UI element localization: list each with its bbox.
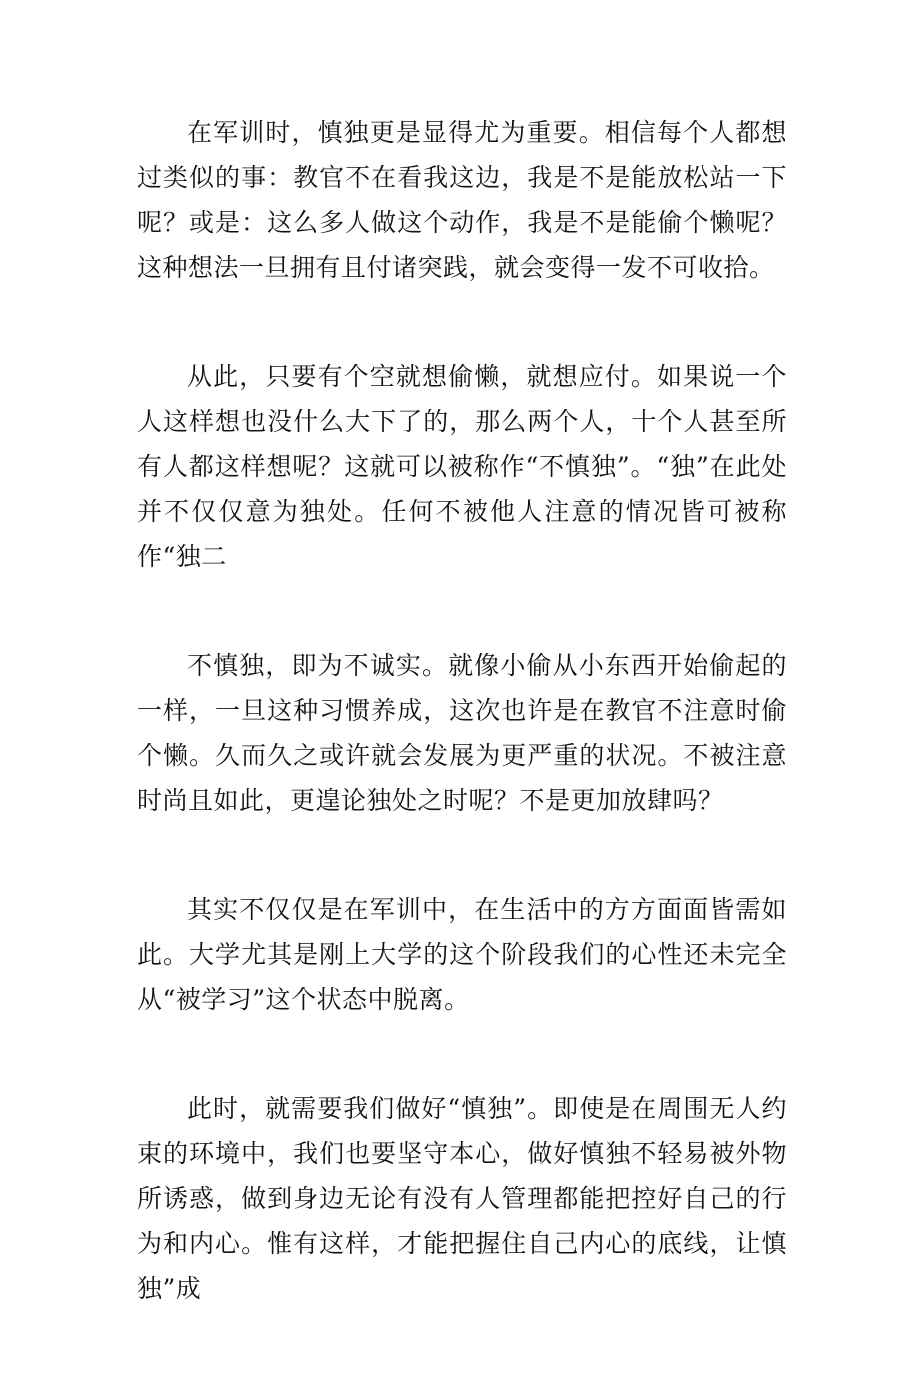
paragraph-5: 此时，就需要我们做好“慎独”。即使是在周围无人约束的环境中，我们也要坚守本心，做好慎独不轻易被外物所诱惑，做到身边无论有没有人管理都能把控好自己的行为和内心。惟有这样，才能把握住自己内心的底线，让慎独”成 <box>137 1094 787 1303</box>
paragraph-3: 不慎独，即为不诚实。就像小偷从小东西开始偷起的一样，一旦这种习惯养成，这次也许是在教官不注意时偷个懒。久而久之或许就会发展为更严重的状况。不被注意时尚且如此，更遑论独处之时呢？不是更加放肆吗？ <box>137 651 787 815</box>
paragraph-4: 其实不仅仅是在军训中，在生活中的方方面面皆需如此。大学尤其是刚上大学的这个阶段我们的心性还未完全从“被学习”这个状态中脱离。 <box>137 895 787 1014</box>
document-body <box>137 110 787 1375</box>
paragraph-1: 在军训时，慎独更是显得尤为重要。相信每个人都想过类似的事：教官不在看我这边，我是不是能放松站一下呢？或是：这么多人做这个动作，我是不是能偷个懒呢？这种想法一旦拥有且付诸突践，就会变得一发不可收拾。 <box>137 118 787 282</box>
paragraph-2: 从此，只要有个空就想偷懒，就想应付。如果说一个人这样想也没什么大下了的，那么两个人，十个人甚至所有人都这样想呢？这就可以被称作“不慎独”。“独”在此处并不仅仅意为独处。任何不被他人注意的情况皆可被称作“独二 <box>137 362 787 571</box>
